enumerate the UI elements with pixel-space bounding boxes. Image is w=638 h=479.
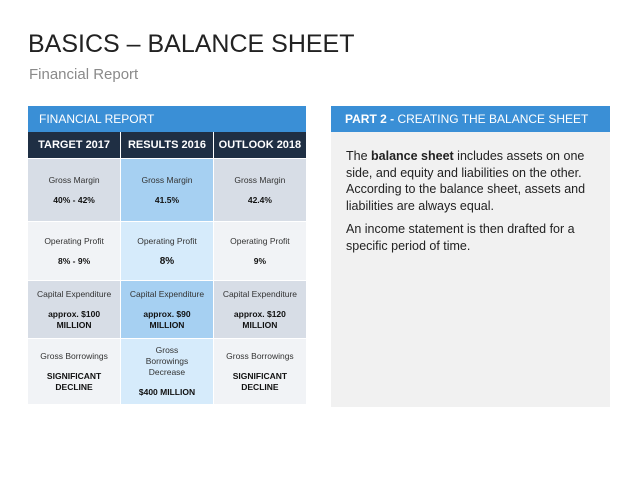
cell-value: 42.4% [247, 194, 272, 205]
cell-value: $400 MILLION [138, 387, 196, 397]
table-cell [28, 339, 121, 405]
table-cell [28, 281, 121, 339]
cell-value: 8% - 9% [58, 255, 91, 266]
cell-label: Gross Margin [141, 174, 193, 185]
header-part-label: PART 2 - [345, 112, 395, 126]
table-cell [121, 281, 214, 339]
table-cell [213, 222, 306, 281]
financial-report-header: FINANCIAL REPORT [28, 106, 306, 132]
cell-label: Operating Profit [137, 235, 197, 246]
table-row [28, 339, 306, 405]
table-row [28, 222, 306, 281]
page-subtitle: Financial Report [29, 66, 139, 83]
cell-label: Gross Margin [48, 174, 100, 185]
cell-value: 41.5% [154, 194, 180, 205]
paragraph [346, 148, 596, 214]
column-header-target-2017: TARGET 2017 [28, 132, 121, 159]
cell-label: Capital Expenditure [222, 288, 297, 299]
paragraph-text: includes assets on one side, and equity and liabilities on the other. According to the balance sheet, assets and liabilities are always equal. [346, 149, 586, 213]
header-part-title: CREATING THE BALANCE SHEET [394, 112, 589, 126]
cell-value: 9% [253, 255, 267, 266]
cell-label: Capital Expenditure [36, 288, 112, 299]
table-cell [121, 222, 214, 281]
table-cell [213, 159, 306, 222]
table-header-row [28, 132, 306, 159]
cell-label: Gross Borrowings [40, 350, 108, 361]
cell-value: approx. $100 MILLION [48, 308, 101, 330]
cell-label: Gross Borrowings [226, 350, 294, 361]
cell-value: 40% - 42% [53, 194, 95, 205]
table-cell [28, 222, 121, 281]
cell-label: Gross Borrowings Decrease [145, 345, 189, 377]
table-cell [121, 159, 214, 222]
cell-value: SIGNIFICANT DECLINE [46, 370, 102, 392]
table-row [28, 281, 306, 339]
financial-report-table [28, 132, 306, 404]
paragraph-bold-term: balance sheet [371, 149, 454, 163]
cell-value: 8% [159, 255, 175, 267]
table-row [28, 159, 306, 222]
balance-sheet-header [331, 106, 610, 132]
paragraph: An income statement is then drafted for a specific period of time. [346, 222, 575, 253]
column-header-outlook-2018: OUTLOOK 2018 [213, 132, 306, 159]
cell-label: Gross Margin [234, 174, 286, 185]
balance-sheet-description [346, 148, 596, 261]
table-cell [213, 339, 306, 405]
page-title: BASICS – BALANCE SHEET [28, 30, 355, 58]
cell-value: approx. $90 MILLION [143, 308, 191, 330]
cell-label: Operating Profit [230, 235, 290, 246]
cell-label: Capital Expenditure [129, 288, 205, 299]
cell-value: approx. $120 MILLION [233, 308, 286, 330]
table-cell [121, 339, 214, 405]
paragraph-text: The [346, 149, 372, 163]
table-cell [28, 159, 121, 222]
cell-label: Operating Profit [44, 235, 104, 246]
cell-value: SIGNIFICANT DECLINE [232, 370, 288, 392]
column-header-results-2016: RESULTS 2016 [121, 132, 214, 159]
table-cell [213, 281, 306, 339]
